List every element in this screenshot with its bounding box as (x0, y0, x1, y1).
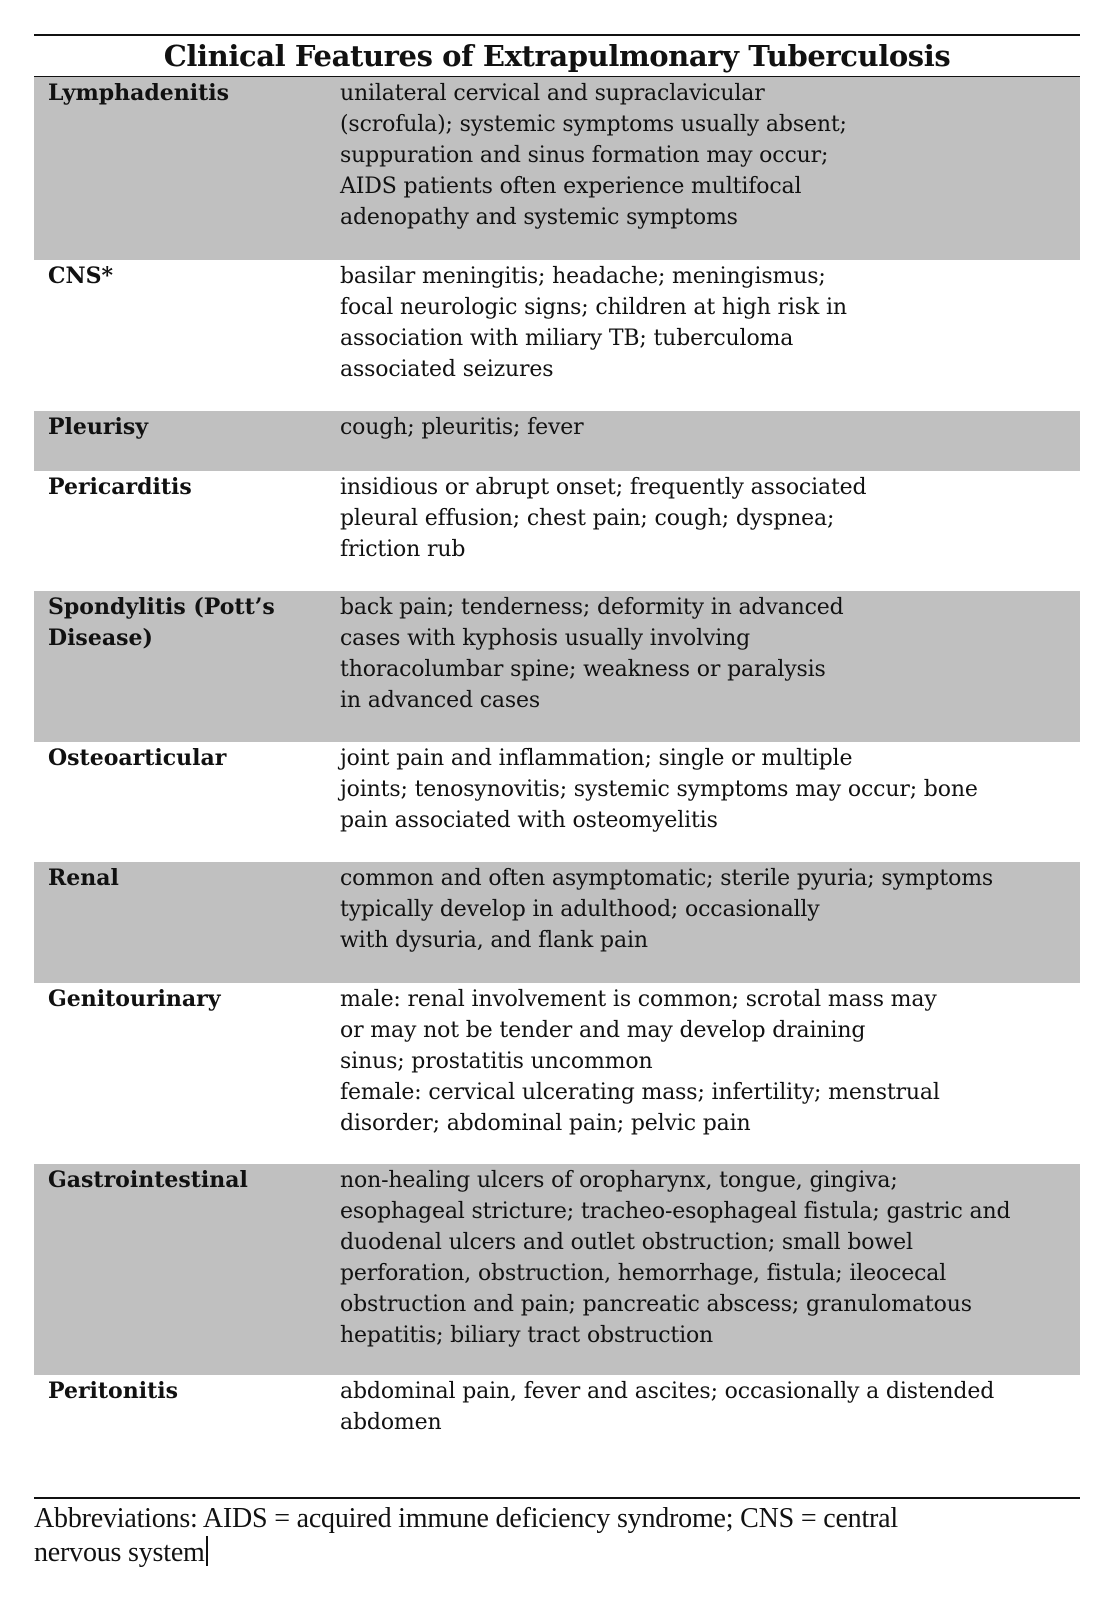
description-line: association with miliary TB; tuberculoma (340, 326, 794, 351)
description-line: common and often asymptomatic; sterile pyuria; symptoms (340, 866, 994, 891)
description-line: male: renal involvement is common; scrotal mass may (340, 987, 937, 1012)
description-line: sinus; prostatitis uncommon (340, 1049, 653, 1074)
description-line: non-healing ulcers of oropharynx, tongue, gingiva; (340, 1168, 898, 1193)
row-label: Renal (48, 865, 119, 891)
row-description (326, 1164, 1080, 1375)
table-title: Clinical Features of Extrapulmonary Tuberculosis (163, 39, 951, 73)
description-line: pain associated with osteomyelitis (340, 808, 718, 833)
table-row-cns (34, 260, 1080, 411)
description-line: joint pain and inflammation; single or multiple (340, 746, 853, 771)
description-line: hepatitis; biliary tract obstruction (340, 1323, 714, 1348)
description-line: cases with kyphosis usually involving (340, 626, 751, 651)
description-line: joints; tenosynovitis; systemic symptoms may occur; bone (340, 777, 978, 802)
description-line: back pain; tenderness; deformity in advanced (340, 595, 844, 620)
table-row-pericarditis (34, 471, 1080, 591)
table-bottom-rule (34, 1497, 1080, 1499)
description-line: pleural effusion; chest pain; cough; dyspnea; (340, 506, 835, 531)
description-line: typically develop in adulthood; occasionally (340, 897, 820, 922)
description-line: suppuration and sinus formation may occur; (340, 143, 829, 168)
description-line: duodenal ulcers and outlet obstruction; small bowel (340, 1230, 913, 1255)
row-label: Gastrointestinal (48, 1167, 248, 1193)
description-line: basilar meningitis; headache; meningismus; (340, 264, 826, 289)
description-line: abdominal pain, fever and ascites; occasionally a distended (340, 1379, 995, 1404)
description-line: insidious or abrupt onset; frequently associated (340, 475, 867, 500)
description-line: cough; pleuritis; fever (340, 415, 584, 440)
description-line: focal neurologic signs; children at high risk in (340, 295, 847, 320)
row-description (326, 471, 1080, 591)
table-row-pleurisy (34, 411, 1080, 471)
table-row-peritonitis (34, 1375, 1080, 1465)
footnote-line-text: nervous system (34, 1537, 205, 1568)
table-container (34, 34, 1080, 1465)
table-row-gastrointestinal (34, 1164, 1080, 1375)
description-line: abdomen (340, 1410, 442, 1435)
footnote-line: Abbreviations: AIDS = acquired immune deficiency syndrome; CNS = central (34, 1503, 898, 1534)
row-description (326, 591, 1080, 742)
row-description (326, 862, 1080, 983)
description-line: disorder; abdominal pain; pelvic pain (340, 1111, 751, 1136)
text-cursor (206, 1536, 208, 1566)
description-line: friction rub (340, 537, 466, 562)
row-label: Lymphadenitis (48, 80, 230, 106)
table-row-renal (34, 862, 1080, 983)
description-line: adenopathy and systemic symptoms (340, 205, 738, 230)
label-line: Spondylitis (Pott’s (48, 594, 275, 620)
description-line: AIDS patients often experience multifocal (340, 174, 802, 199)
row-label: Genitourinary (48, 986, 221, 1012)
row-description (326, 983, 1080, 1164)
description-line: thoracolumbar spine; weakness or paralysis (340, 657, 826, 682)
description-line: female: cervical ulcerating mass; infertility; menstrual (340, 1080, 940, 1105)
description-line: with dysuria, and flank pain (340, 928, 648, 953)
description-line: in advanced cases (340, 688, 541, 713)
description-line: perforation, obstruction, hemorrhage, fistula; ileocecal (340, 1261, 947, 1286)
table-row-spondylitis (34, 591, 1080, 742)
footnote-line (34, 1536, 1080, 1570)
row-label: Pleurisy (48, 414, 149, 440)
row-label: Osteoarticular (48, 745, 227, 771)
description-line: obstruction and pain; pancreatic abscess; granulomatous (340, 1292, 972, 1317)
description-line: esophageal stricture; tracheo-esophageal fistula; gastric and (340, 1199, 1011, 1224)
row-description (326, 411, 1080, 471)
table-row-lymphadenitis (34, 77, 1080, 260)
table-row-osteoarticular (34, 742, 1080, 862)
row-description (326, 260, 1080, 411)
table-row-genitourinary (34, 983, 1080, 1164)
row-label: CNS* (48, 263, 114, 289)
label-line: Disease) (48, 625, 153, 651)
row-description (326, 742, 1080, 862)
row-description (326, 1375, 1080, 1465)
row-description (326, 77, 1080, 260)
row-label: Pericarditis (48, 474, 192, 500)
description-line: (scrofula); systemic symptoms usually absent; (340, 112, 847, 137)
row-label (34, 591, 326, 742)
row-label: Peritonitis (48, 1378, 178, 1404)
abbreviations-footnote[interactable] (34, 1502, 1080, 1570)
description-line: unilateral cervical and supraclavicular (340, 81, 765, 106)
description-line: associated seizures (340, 357, 554, 382)
description-line: or may not be tender and may develop draining (340, 1018, 866, 1043)
